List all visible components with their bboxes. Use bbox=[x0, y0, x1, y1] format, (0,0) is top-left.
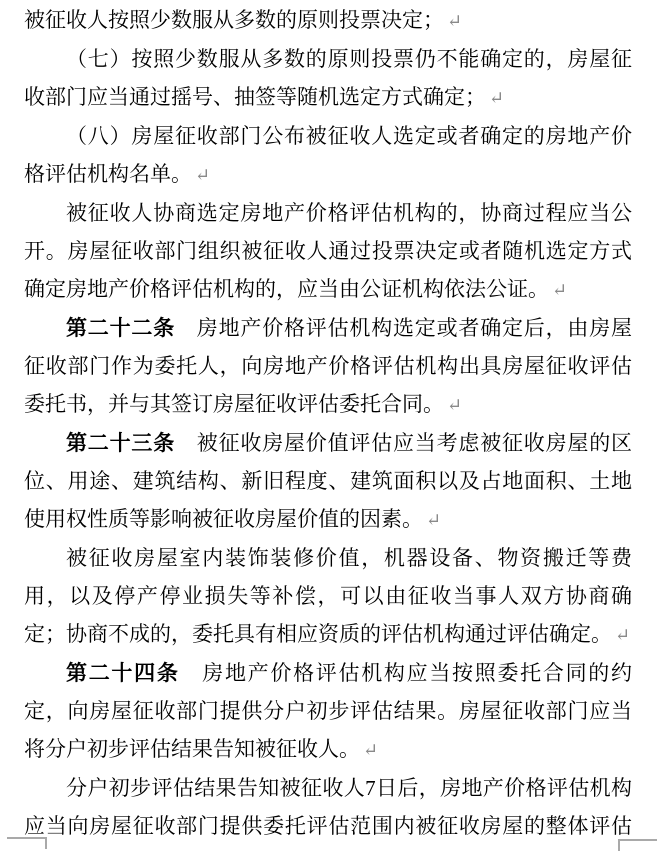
paragraph-text: 被征收人协商选定房地产价格评估机构的，协商过程应当公开。房屋征收部门组织被征收人通过投票决定或者随机选定方式确定房地产价格评估机构的，应当由公证机构依法公证。 bbox=[24, 201, 632, 301]
paragraph-text: 房地产价格评估机构应当按照委托合同的约定，向房屋征收部门提供分户初步评估结果。房屋征收部门应当将分户初步评估结果告知被征收人。 bbox=[24, 661, 633, 761]
cropped-box-bottom-right bbox=[618, 839, 657, 851]
paragraph-mark-icon: ↵ bbox=[552, 280, 568, 300]
paragraph-text: （七）按照少数服从多数的原则投票仍不能确定的，房屋征收部门应当通过摇号、抽签等随机选定方式确定； bbox=[24, 47, 632, 109]
paragraph-container bbox=[24, 1, 632, 845]
paragraph-text: 被征收人按照少数服从多数的原则投票决定； bbox=[24, 8, 444, 32]
paragraph-mark-icon: ↵ bbox=[363, 740, 379, 760]
paragraph bbox=[24, 309, 632, 424]
paragraph-text: 被征收房屋室内装饰装修价值，机器设备、物资搬迁等费用，以及停产停业损失等补偿，可以由征收当事人双方协商确定；协商不成的，委托具有相应资质的评估机构通过评估确定。 bbox=[24, 546, 632, 646]
paragraph-mark-icon: ↵ bbox=[447, 395, 463, 415]
paragraph-text: 分户初步评估结果告知被征收人7日后，房地产价格评估机构应当向房屋征收部门提供委托评估范围内被征收房屋的整体评估 bbox=[24, 776, 632, 838]
article-number: 第二十二条 bbox=[66, 316, 175, 340]
paragraph bbox=[24, 194, 632, 309]
article-number: 第二十三条 bbox=[66, 431, 175, 455]
paragraph-mark-icon: ↵ bbox=[489, 88, 505, 108]
article-number: 第二十四条 bbox=[66, 661, 180, 685]
paragraph-text: 被征收房屋价值评估应当考虑被征收房屋的区位、用途、建筑结构、新旧程度、建筑面积以及占地面积、土地使用权性质等影响被征收房屋价值的因素。 bbox=[24, 431, 632, 531]
paragraph-text: 房地产价格评估机构选定或者确定后，由房屋征收部门作为委托人，向房地产价格评估机构出具房屋征收评估委托书，并与其签订房屋征收评估委托合同。 bbox=[24, 316, 632, 416]
paragraph bbox=[24, 654, 632, 769]
paragraph-mark-icon: ↵ bbox=[447, 11, 463, 31]
paragraph-mark-icon: ↵ bbox=[195, 165, 211, 185]
paragraph-mark-icon: ↵ bbox=[615, 625, 631, 645]
cropped-box-bottom-left bbox=[7, 837, 47, 849]
paragraph bbox=[24, 424, 632, 539]
paragraph bbox=[24, 1, 632, 40]
paragraph bbox=[24, 40, 632, 117]
paragraph bbox=[24, 539, 632, 654]
paragraph-text: （八）房屋征收部门公布被征收人选定或者确定的房地产价格评估机构名单。 bbox=[24, 124, 632, 186]
paragraph bbox=[24, 769, 632, 845]
paragraph-mark-icon: ↵ bbox=[426, 510, 442, 530]
paragraph bbox=[24, 117, 632, 194]
